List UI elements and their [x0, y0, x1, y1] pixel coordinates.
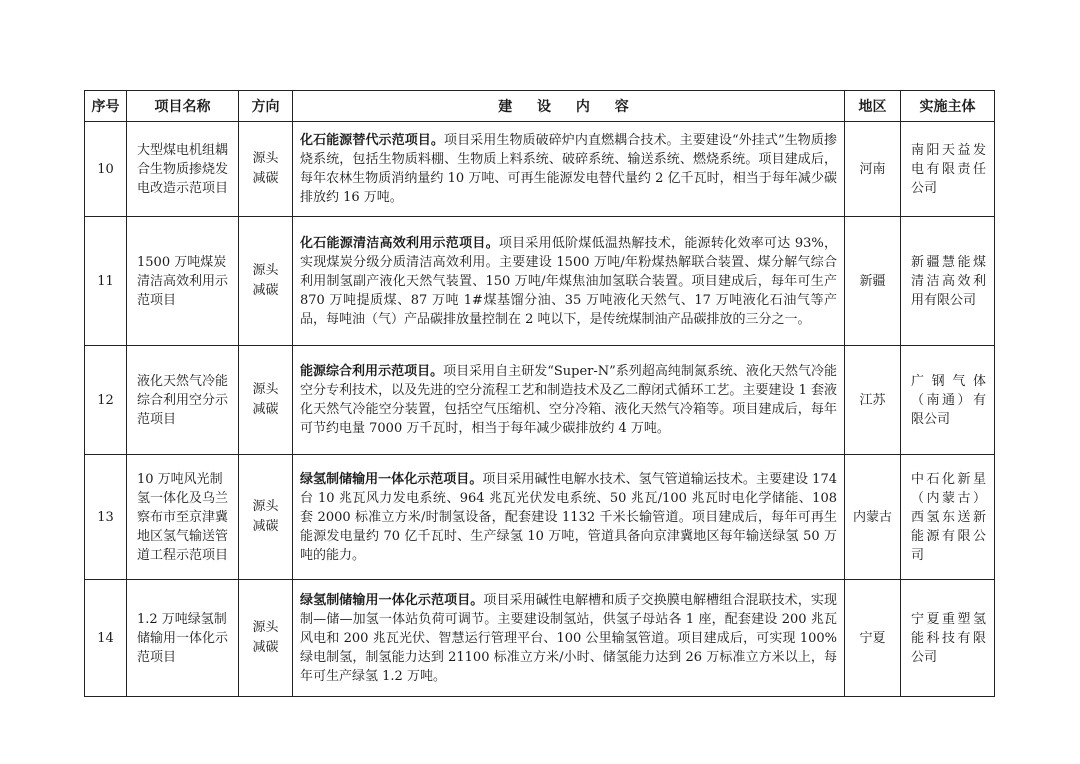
row-region: 内蒙古	[845, 455, 901, 580]
row-seq: 12	[85, 346, 127, 455]
row-project-name: 1.2 万吨绿氢制储输用一体化示范项目	[127, 580, 239, 697]
row-content-title: 化石能源清洁高效利用示范项目。	[300, 235, 499, 251]
table-row	[85, 580, 995, 697]
row-region: 宁夏	[845, 580, 901, 697]
row-content-body: 项目采用生物质破碎炉内直燃耦合技术。主要建设“外挂式”生物质掺烧系统，包括生物质料棚、生物质上料系统、破碎系统、输送系统、燃烧系统。项目建成后，每年农林生物质消纳量约 10 万吨、可再生能源发电替代量约 2 亿千瓦时，相当于每年减少碳排放约 16 万吨。	[300, 133, 837, 205]
row-content-body: 项目采用碱性电解槽和质子交换膜电解槽组合混联技术，实现制—储—加氢一体站负荷可调节。主要建设制氢站，供氢子母站各 1 座，配套建设 200 兆瓦风电和 200 兆瓦光伏、智慧运行管理平台、100 公里输氢管道。项目建成后，可实现 100%绿电制氢，制氢能力达到 21100 标准立方米/小时、储氢能力达到 26 万标准立方米以上，每年可生产绿氢 1.2 万吨。	[300, 592, 837, 684]
row-seq: 13	[85, 455, 127, 580]
row-content	[293, 580, 845, 697]
row-org: 新疆慧能煤清洁高效利用有限公司	[901, 217, 995, 346]
header-content: 建 设 内 容	[293, 91, 845, 122]
row-direction: 源头减碳	[239, 217, 293, 346]
header-region: 地区	[845, 91, 901, 122]
row-content-title: 绿氢制储输用一体化示范项目。	[300, 471, 483, 487]
row-seq: 11	[85, 217, 127, 346]
row-direction: 源头减碳	[239, 455, 293, 580]
row-region: 河南	[845, 122, 901, 217]
row-content	[293, 122, 845, 217]
row-org: 宁夏重塑氢能科技有限公司	[901, 580, 995, 697]
header-name: 项目名称	[127, 91, 239, 122]
table-row	[85, 217, 995, 346]
row-direction: 源头减碳	[239, 122, 293, 217]
row-direction: 源头减碳	[239, 346, 293, 455]
row-project-name: 液化天然气冷能综合利用空分示范项目	[127, 346, 239, 455]
row-project-name: 10 万吨风光制氢一体化及乌兰察布市至京津冀地区氢气输送管道工程示范项目	[127, 455, 239, 580]
row-seq: 14	[85, 580, 127, 697]
row-content-title: 化石能源替代示范项目。	[300, 133, 444, 148]
header-org: 实施主体	[901, 91, 995, 122]
row-org: 中石化新星（内蒙古）西氢东送新能源有限公司	[901, 455, 995, 580]
row-project-name: 大型煤电机组耦合生物质掺烧发电改造示范项目	[127, 122, 239, 217]
row-region: 江苏	[845, 346, 901, 455]
table-row	[85, 455, 995, 580]
row-region: 新疆	[845, 217, 901, 346]
row-content	[293, 346, 845, 455]
row-content-body: 项目采用低阶煤低温热解技术，能源转化效率可达 93%，实现煤炭分级分质清洁高效利用。主要建设 1500 万吨/年粉煤热解联合装置、煤分解气综合利用制氢副产液化天然气装置、150 万吨/年煤焦油加氢联合装置。项目建成后，每年可生产 870 万吨提质煤、87 万吨 1#煤基馏分油、35 万吨液化天然气、17 万吨液化石油气等产品，每吨油（气）产品碳排放量控制在 2 吨以下，是传统煤制油产品碳排放的三分之一。	[300, 235, 837, 327]
row-content	[293, 455, 845, 580]
header-seq: 序号	[85, 91, 127, 122]
row-content-body: 项目采用自主研发“Super-N”系列超高纯制氮系统、液化天然气冷能空分专利技术，以及先进的空分流程工艺和制造技术及乙二醇闭式循环工艺。主要建设 1 套液化天然气冷能空分装置，包括空气压缩机、空分冷箱、液化天然气冷箱等。项目建成后，每年可节约电量 7000 万千瓦时，相当于每年减少碳排放约 4 万吨。	[300, 364, 837, 436]
project-table	[84, 90, 995, 697]
row-content-title: 能源综合利用示范项目。	[300, 364, 444, 379]
row-direction: 源头减碳	[239, 580, 293, 697]
row-content	[293, 217, 845, 346]
row-content-title: 绿氢制储输用一体化示范项目。	[300, 592, 484, 608]
row-content-body: 项目采用碱性电解水技术、氢气管道输运技术。主要建设 174 台 10 兆瓦风力发电系统、964 兆瓦光伏发电系统、50 兆瓦/100 兆瓦时电化学储能、108 套 2000 标准立方米/时制氢设备，配套建设 1132 千米长输管道。项目建成后，每年可再生能源发电量约 70 亿千瓦时、生产绿氢 10 万吨，管道具备向京津冀地区每年输送绿氢 50 万吨的能力。	[300, 471, 837, 563]
table-header-row	[85, 91, 995, 122]
table-row	[85, 346, 995, 455]
row-org: 广钢气体（南通）有限公司	[901, 346, 995, 455]
row-org: 南阳天益发电有限责任公司	[901, 122, 995, 217]
header-direction: 方向	[239, 91, 293, 122]
row-project-name: 1500 万吨煤炭清洁高效利用示范项目	[127, 217, 239, 346]
table-row	[85, 122, 995, 217]
row-seq: 10	[85, 122, 127, 217]
